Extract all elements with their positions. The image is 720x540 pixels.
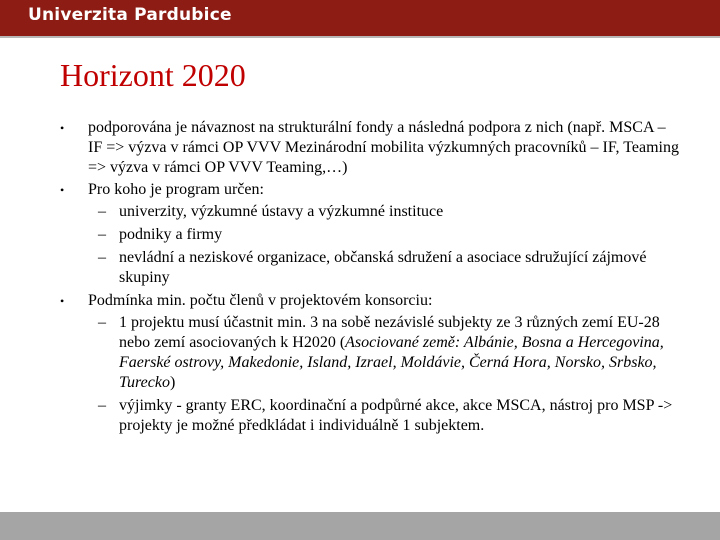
dash-icon: – bbox=[98, 397, 106, 414]
sub-bullet-item bbox=[60, 202, 680, 222]
dash-icon: – bbox=[98, 226, 106, 243]
bullet-list bbox=[60, 118, 680, 439]
dash-icon: – bbox=[98, 314, 106, 331]
header-divider bbox=[0, 36, 720, 38]
associated-countries-text: Asociované země: Albánie, Bosna a Hercegovina, Faerské ostrovy, Makedonie, Island, Izrael, Moldávie, Černá Hora, Norsko, Srbsko, Turecko bbox=[119, 334, 664, 391]
bullet-item bbox=[60, 118, 680, 178]
dash-icon: – bbox=[98, 249, 106, 266]
bullet-text: Podmínka min. počtu členů v projektovém konsorciu: bbox=[88, 292, 433, 309]
bullet-item bbox=[60, 291, 680, 311]
bullet-text: podporována je návaznost na strukturální fondy a následná podpora z nich (např. MSCA – IF => výzva v rámci OP VVV Mezinárodní mobilita výzkumných pracovníků – IF, Teaming => výzva v rámci OP VVV Teaming,…) bbox=[88, 119, 679, 176]
sub-bullet-text: výjimky - granty ERC, koordinační a podpůrné akce, akce MSCA, nástroj pro MSP -> projekty je možné předkládat i individuálně 1 subjektem. bbox=[119, 397, 673, 434]
university-name: Univerzita Pardubice bbox=[28, 5, 232, 25]
sub-bullet-text: podniky a firmy bbox=[119, 226, 223, 243]
sub-bullet-item bbox=[60, 225, 680, 245]
sub-bullet-text: univerzity, výzkumné ústavy a výzkumné instituce bbox=[119, 203, 444, 220]
bullet-icon: • bbox=[60, 183, 65, 197]
footer-bar bbox=[0, 512, 720, 540]
header-bar bbox=[0, 0, 720, 36]
dash-icon: – bbox=[98, 203, 106, 220]
sub-bullet-text-main: 1 projektu musí účastnit min. 3 na sobě nezávislé subjekty ze 3 různých zemí EU-28 nebo zemí asociovaných k H2020 ( bbox=[119, 314, 660, 351]
slide-title: Horizont 2020 bbox=[60, 57, 246, 93]
bullet-icon: • bbox=[60, 294, 65, 308]
sub-bullet-item bbox=[60, 396, 680, 436]
sub-bullet-text: nevládní a neziskové organizace, občanská sdružení a asociace sdružující zájmové skupiny bbox=[119, 249, 647, 286]
bullet-icon: • bbox=[60, 121, 65, 135]
sub-bullet-item bbox=[60, 248, 680, 288]
sub-bullet-item bbox=[60, 313, 680, 393]
closing-paren: ) bbox=[169, 374, 176, 391]
bullet-text: Pro koho je program určen: bbox=[88, 181, 264, 198]
sub-bullet-text bbox=[119, 314, 664, 391]
bullet-item bbox=[60, 180, 680, 200]
